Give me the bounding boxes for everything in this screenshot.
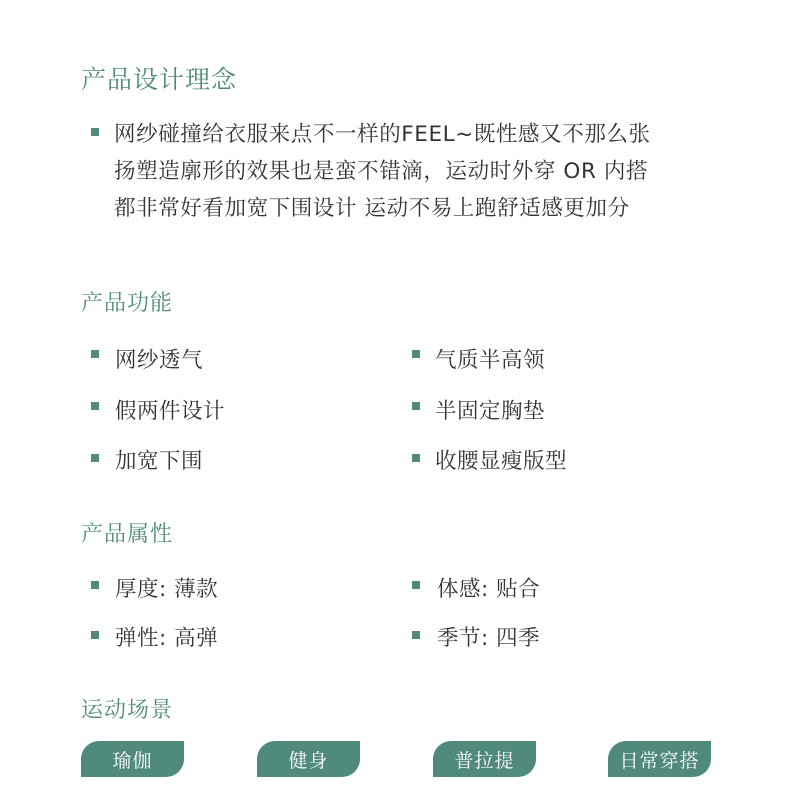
feature-item: 收腰显瘦版型 — [435, 449, 568, 474]
attribute-item: 弹性: 高弹 — [115, 626, 219, 651]
design-line-1: 网纱碰撞给衣服来点不一样的FEEL~既性感又不那么张 — [114, 122, 651, 147]
bullet-icon — [91, 402, 99, 410]
bullet-icon — [412, 581, 420, 589]
design-line-2: 扬塑造廓形的效果也是蛮不错滴，运动时外穿 OR 内搭 — [114, 159, 649, 184]
attribute-item: 季节: 四季 — [437, 626, 541, 651]
feature-item: 加宽下围 — [115, 449, 204, 474]
scenes-title: 运动场景 — [81, 698, 174, 723]
feature-item: 半固定胸垫 — [435, 399, 546, 424]
bullet-icon — [91, 581, 99, 589]
bullet-icon — [412, 454, 420, 462]
design-line-3: 都非常好看加宽下围设计 运动不易上跑舒适感更加分 — [114, 196, 630, 221]
bullet-icon — [91, 128, 99, 136]
feature-item: 气质半高领 — [435, 348, 546, 373]
bullet-icon — [91, 454, 99, 462]
scene-tag-fitness: 健身 — [257, 741, 360, 777]
bullet-icon — [412, 402, 420, 410]
attribute-item: 体感: 贴合 — [437, 577, 541, 602]
bullet-icon — [91, 350, 99, 358]
scene-tag-pilates: 普拉提 — [433, 741, 536, 777]
bullet-icon — [412, 350, 420, 358]
bullet-icon — [91, 631, 99, 639]
feature-item: 假两件设计 — [115, 399, 226, 424]
scene-tag-yoga: 瑜伽 — [81, 741, 184, 777]
feature-item: 网纱透气 — [115, 348, 204, 373]
scene-tag-daily-wear: 日常穿搭 — [608, 741, 711, 777]
design-concept-title: 产品设计理念 — [81, 65, 238, 94]
features-title: 产品功能 — [81, 291, 174, 316]
attribute-item: 厚度: 薄款 — [115, 577, 219, 602]
attributes-title: 产品属性 — [81, 522, 174, 547]
bullet-icon — [412, 631, 420, 639]
